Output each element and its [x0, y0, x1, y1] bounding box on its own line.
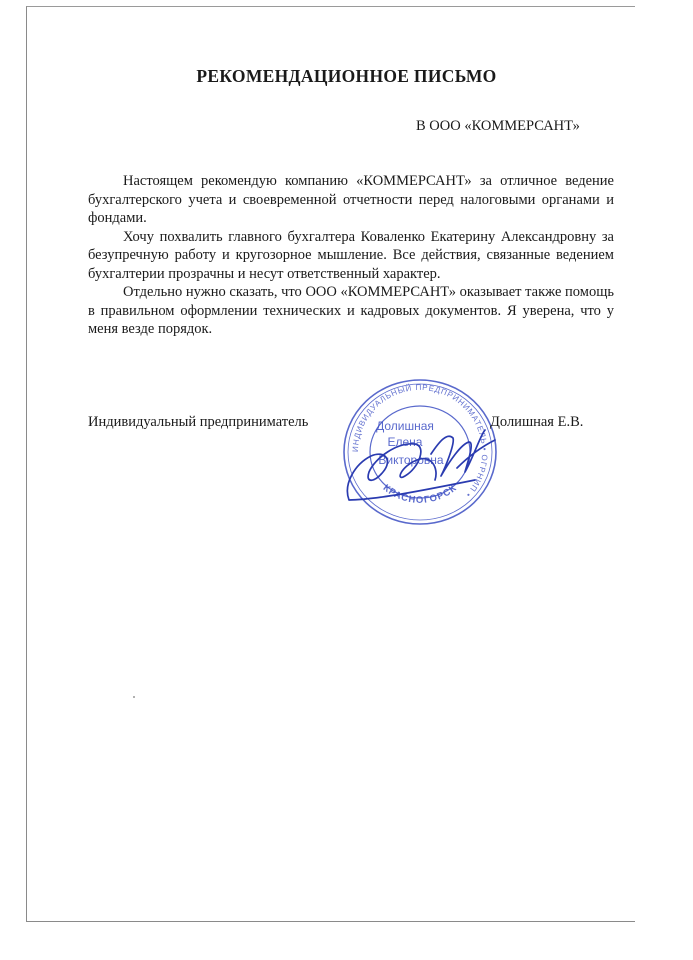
- stamp-line-3: Викторовна: [378, 453, 444, 467]
- body-paragraph: Хочу похвалить главного бухгалтера Коваленко Екатерину Александровну за безупречную работу и кругозорное мышление. Все действия, связанные ведением бухгалтерии прозрачны и несут ответственный характер.: [88, 228, 614, 282]
- page-border: [26, 6, 635, 922]
- stamp-city: КРАСНОГОРСК: [380, 482, 460, 506]
- stamp-ring-text: ИНДИВИДУАЛЬНЫЙ ПРЕДПРИНИМАТЕЛЬ • ОГРНИП •: [350, 382, 490, 500]
- stamp-line-2: Елена: [387, 435, 423, 449]
- letter-body: [88, 172, 614, 339]
- signatory-name: Долишная Е.В.: [490, 414, 584, 430]
- stamp-with-signature: [335, 372, 505, 528]
- signatory-title: Индивидуальный предприниматель: [88, 414, 309, 430]
- body-paragraph: Настоящем рекомендую компанию «КОММЕРСАНТ» за отличное ведение бухгалтерского учета и своевременной отчетности перед налоговыми органами и фондами.: [88, 173, 614, 226]
- scan-speck: [133, 696, 135, 698]
- stamp-line-1: Долишная: [376, 419, 434, 433]
- letter-title: РЕКОМЕНДАЦИОННОЕ ПИСЬМО: [196, 66, 497, 86]
- body-paragraph: Отдельно нужно сказать, что ООО «КОММЕРСАНТ» оказывает также помощь в правильном оформлении технических и кадровых документов. Я уверена, что у меня везде порядок.: [88, 284, 614, 337]
- letter-addressee: В ООО «КОММЕРСАНТ»: [416, 118, 580, 134]
